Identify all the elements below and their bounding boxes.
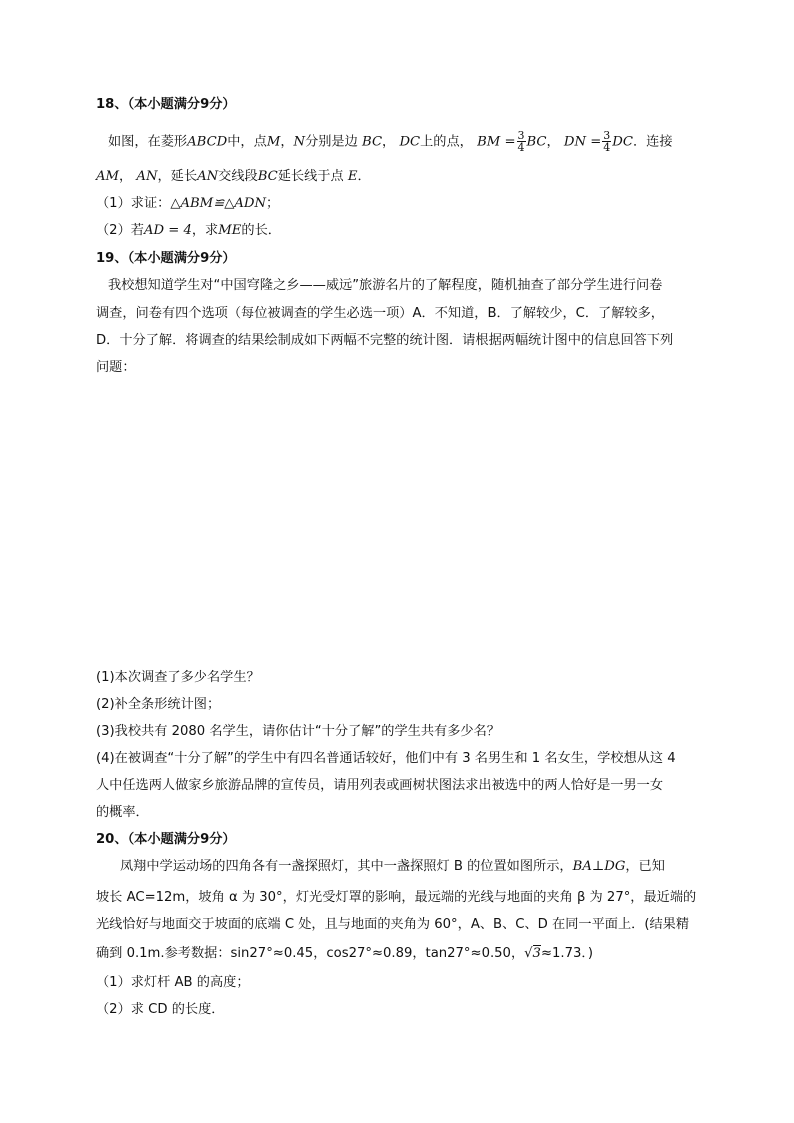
text: 如图，在菱形	[108, 134, 188, 150]
text: 延长线于点	[277, 169, 344, 184]
q20-line-3: 光线恰好与地面交于坡面的底端 C 处，且与地面的夹角为 60°，A、B、C、D 在同一平面上．(结果精	[96, 917, 690, 932]
math-bc: BC	[526, 134, 547, 150]
q20-line-4	[96, 945, 593, 963]
text: ．	[357, 169, 371, 184]
math-dc: DC	[399, 134, 421, 150]
text: ，	[382, 134, 396, 150]
text: 的长．	[241, 223, 281, 238]
text: 凤翔中学运动场的四角各有一盏探照灯，其中一盏探照灯 B 的位置如图所示，	[120, 859, 573, 874]
math-congruence: △ABM≌△ADN	[170, 196, 267, 211]
text: 上的点，	[420, 134, 473, 150]
q19-sub-1: (1)本次调查了多少名学生？	[96, 670, 260, 685]
q19-line-1: 我校想知道学生对“中国穹隆之乡——威远”旅游名片的了解程度，随机抽查了部分学生进行问卷	[108, 278, 663, 293]
q19-sub-2: (2)补全条形统计图；	[96, 697, 221, 712]
sqrt-radicand: 3	[532, 946, 541, 961]
text: ，	[119, 169, 133, 184]
math-e: E	[347, 169, 358, 184]
text: 交线段	[218, 169, 258, 184]
text: ，延长	[157, 169, 198, 184]
q19-sub-3: (3)我校共有 2080 名学生，请你估计“十分了解”的学生共有多少名？	[96, 724, 500, 739]
q20-line-2: 坡长 AC=12m，坡角 α 为 30°，灯光受灯罩的影响，最远端的光线与地面的夹角 β 为 27°，最近端的	[96, 890, 697, 905]
q19-sub-4b: 人中任选两人做家乡旅游品牌的宣传员，请用列表或画树状图法求出被选中的两人恰好是一男一女	[96, 778, 664, 793]
q20-part-2: （2）求 CD 的长度．	[96, 1002, 225, 1017]
math-ad-eq: AD = 4	[143, 223, 192, 238]
q18-line-2	[96, 168, 371, 186]
text: 中，点	[227, 134, 267, 150]
math-me: ME	[218, 223, 242, 238]
q20-part-1: （1）求灯杆 AB 的高度；	[96, 975, 250, 990]
q19-line-2: 调查，问卷有四个选项（每位被调查的学生必选一项）A．不知道，B．了解较少，C．了解较多，	[96, 306, 664, 321]
math-an: AN	[197, 169, 219, 184]
math-bm-eq: BM =	[477, 134, 516, 150]
sqrt-sign: √	[524, 946, 533, 961]
text: 确到 0.1m.参考数据：sin27°≈0.45，cos27°≈0.89，tan27°≈0.50，	[96, 946, 525, 961]
q19-line-4: 问题：	[96, 360, 136, 375]
math-perpendicular: BA⊥DG	[572, 859, 626, 874]
math-n: N	[293, 134, 306, 150]
q19-sub-4a: (4)在被调查“十分了解”的学生中有四名普通话较好，他们中有 3 名男生和 1 名女生，学校想从这 4	[96, 751, 676, 766]
math-an: AN	[136, 169, 158, 184]
q19-line-3: D．十分了解．将调查的结果绘制成如下两幅不完整的统计图．请根据两幅统计图中的信息回答下列	[96, 333, 674, 348]
q20-line-1	[120, 858, 665, 876]
math-bc: BC	[257, 169, 278, 184]
math-dn-eq: DN =	[563, 134, 602, 150]
math-dc: DC	[612, 134, 633, 150]
text: ，已知	[625, 859, 665, 874]
text: （2）若	[96, 223, 144, 238]
fraction-three-quarters: $\frac{3}{4}$	[603, 129, 611, 154]
text: ，	[280, 134, 294, 150]
fraction-three-quarters: $\frac{3}{4}$	[517, 129, 525, 154]
text: ，求	[191, 223, 219, 238]
math-m: M	[266, 134, 281, 150]
q18-header: 18、（本小题满分9分）	[96, 97, 236, 112]
text: （1）求证：	[96, 196, 171, 211]
q19-header: 19、（本小题满分9分）	[96, 251, 236, 266]
math-am: AM	[96, 169, 120, 184]
text: ；	[266, 196, 280, 211]
text: 分别是边	[305, 134, 358, 150]
text: ≈1.73．)	[540, 946, 594, 961]
q20-header: 20、（本小题满分9分）	[96, 832, 236, 847]
q18-line-1	[108, 130, 673, 153]
q19-sub-4c: 的概率．	[96, 805, 149, 820]
text: ，	[546, 134, 560, 150]
q18-part-2	[96, 222, 281, 240]
q18-part-1	[96, 195, 279, 213]
text: ．连接	[632, 134, 673, 150]
math-bc: BC	[362, 134, 383, 150]
math-abcd: ABCD	[187, 134, 228, 150]
